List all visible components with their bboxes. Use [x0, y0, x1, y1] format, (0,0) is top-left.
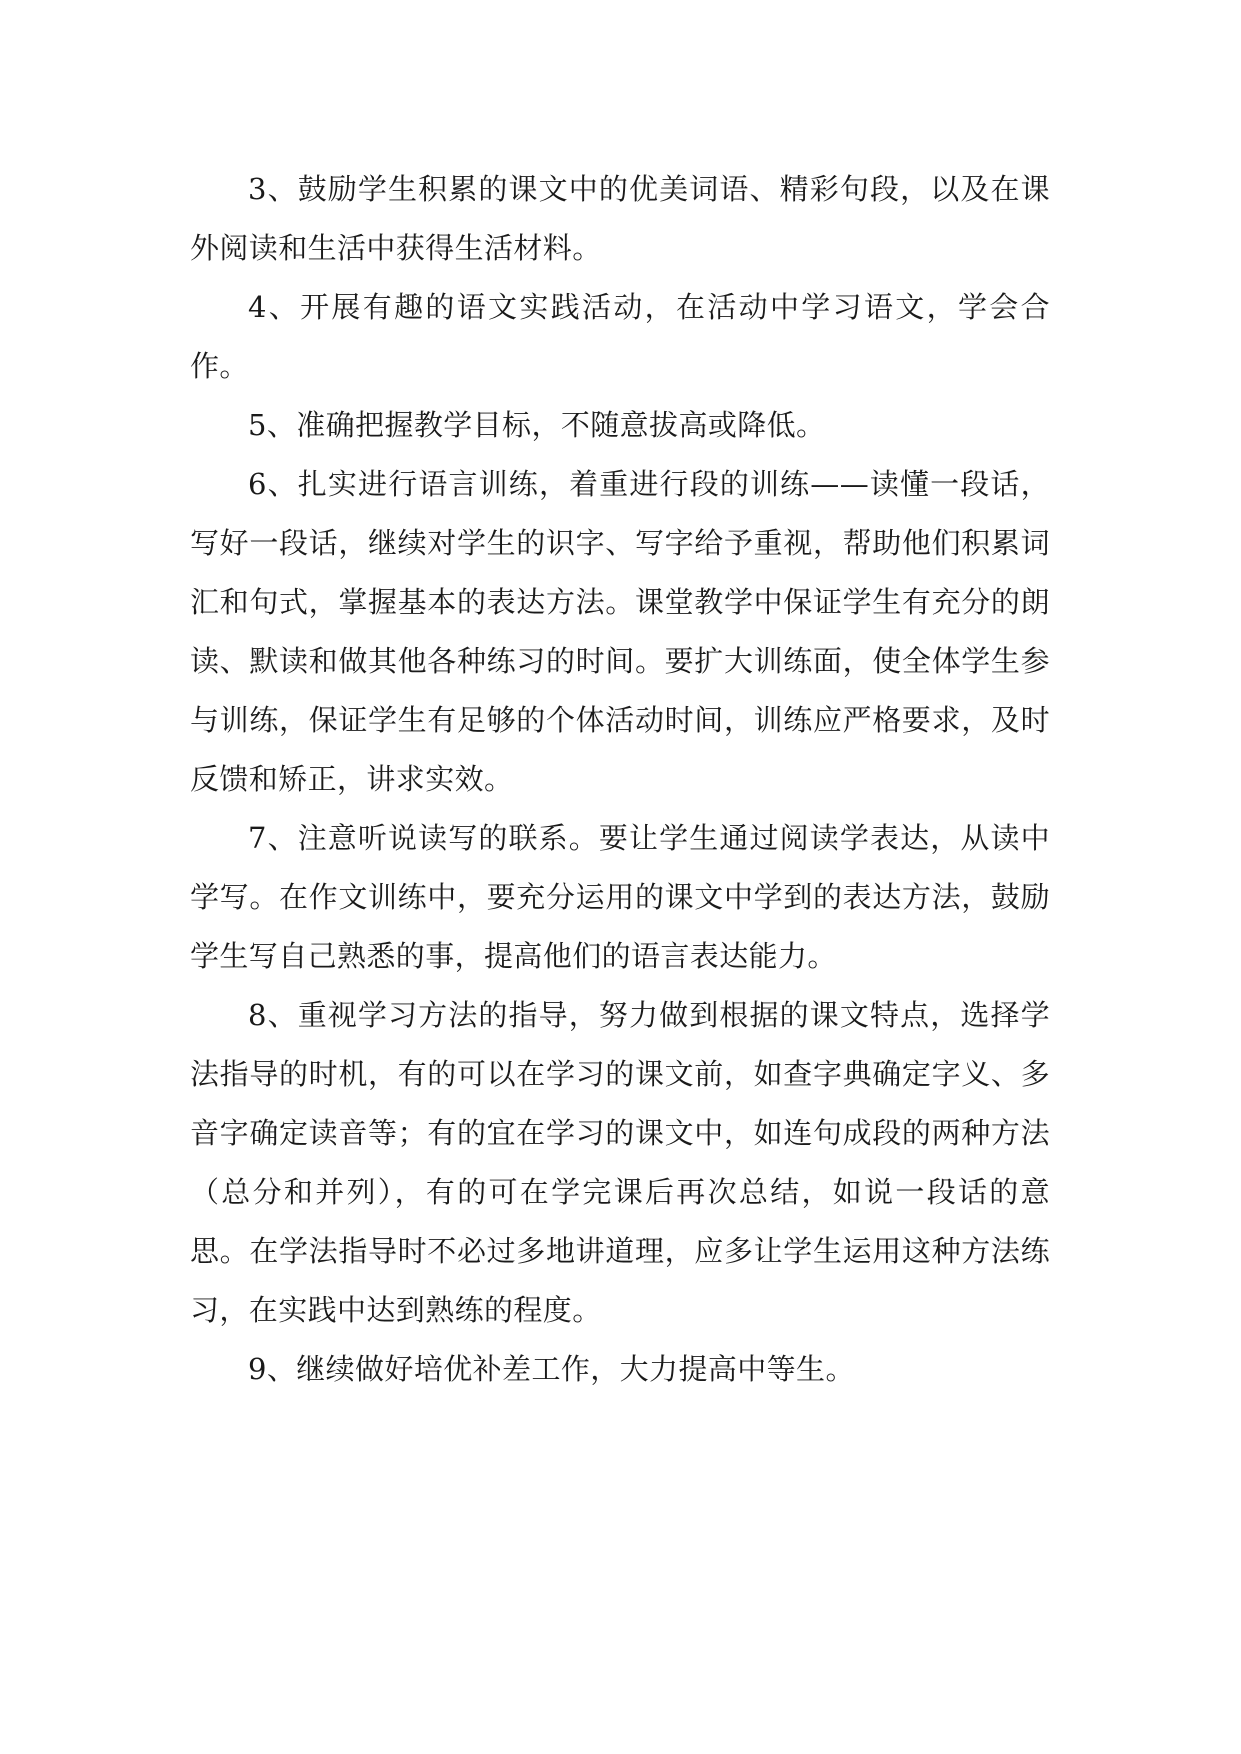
paragraph-item-5: 5、准确把握教学目标，不随意拔高或降低。: [248, 408, 826, 442]
paragraph-item-6: 6、扎实进行语言训练，着重进行段的训练——读懂一段话，写好一段话，继续对学生的识字、写字给予重视，帮助他们积累词汇和句式，掌握基本的表达方法。课堂教学中保证学生有充分的朗读、默读和做其他各种练习的时间。要扩大训练面，使全体学生参与训练，保证学生有足够的个体活动时间，训练应严格要求，及时反馈和矫正，讲求实效。: [190, 467, 1050, 796]
paragraph-item-9: 9、继续做好培优补差工作，大力提高中等生。: [248, 1352, 855, 1386]
paragraph-item-8: 8、重视学习方法的指导，努力做到根据的课文特点，选择学法指导的时机，有的可以在学习的课文前，如查字典确定字义、多音字确定读音等；有的宜在学习的课文中，如连句成段的两种方法（总分和并列），有的可在学完课后再次总结，如说一段话的意思。在学法指导时不必过多地讲道理，应多让学生运用这种方法练习，在实践中达到熟练的程度。: [190, 998, 1050, 1327]
paragraph-item-3: 3、鼓励学生积累的课文中的优美词语、精彩句段，以及在课外阅读和生活中获得生活材料。: [190, 172, 1050, 265]
paragraph-item-4: 4、开展有趣的语文实践活动，在活动中学习语文，学会合作。: [190, 290, 1050, 383]
document-page: [190, 160, 1050, 1399]
paragraph-item-7: 7、注意听说读写的联系。要让学生通过阅读学表达，从读中学写。在作文训练中，要充分运用的课文中学到的表达方法，鼓励学生写自己熟悉的事，提高他们的语言表达能力。: [190, 821, 1050, 973]
